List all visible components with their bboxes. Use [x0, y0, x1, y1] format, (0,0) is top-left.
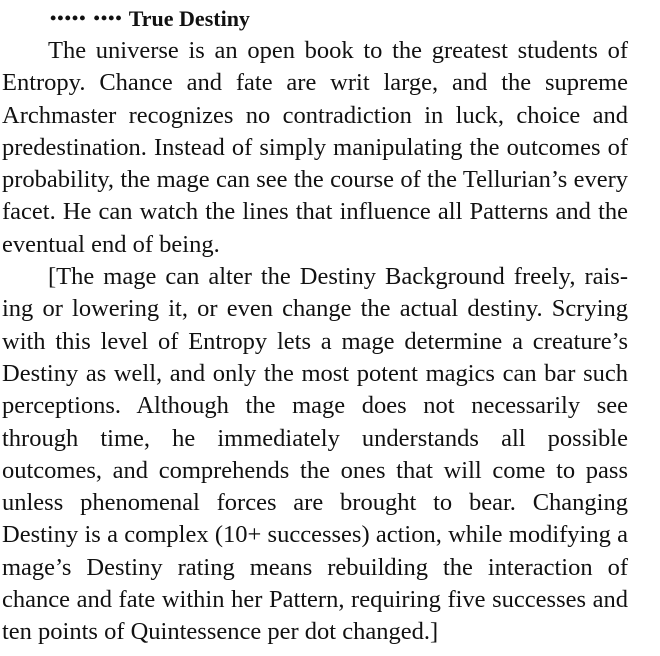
section-title: True Destiny — [128, 6, 250, 31]
rating-dots-group-2: •••• — [93, 8, 123, 28]
section-heading — [50, 4, 628, 33]
paragraph-rules: [The mage can alter the Destiny Background freely, rais-ing or lowering it, or even change the actual destiny. Scrying with this level of Entropy lets a mage determine a creature’s Destiny as well, and only the most potent magics can bar such perceptions. Although the mage does not necessarily see through time, he immediately understands all possible outcomes, and comprehends the ones that will come to pass unless phenomenal forces are brought to bear. Changing Destiny is a complex (10+ successes) action, while modifying a mage’s Destiny rating means rebuilding the interaction of chance and fate within her Pattern, requiring five successes and ten points of Quintessence per dot changed.] — [2, 263, 628, 646]
paragraph-intro: The universe is an open book to the greatest students of Entropy. Chance and fate are writ large, and the supreme Archmaster recognizes no contradiction in luck, choice and predestination. Instead of simply manipulating the outcomes of probability, the mage can see the course of the Tellurian’s every facet. He can watch the lines that influence all Patterns and the eventual end of being. — [2, 37, 628, 258]
rating-dots — [50, 4, 123, 32]
rating-dots-group-1: ••••• — [50, 8, 87, 28]
